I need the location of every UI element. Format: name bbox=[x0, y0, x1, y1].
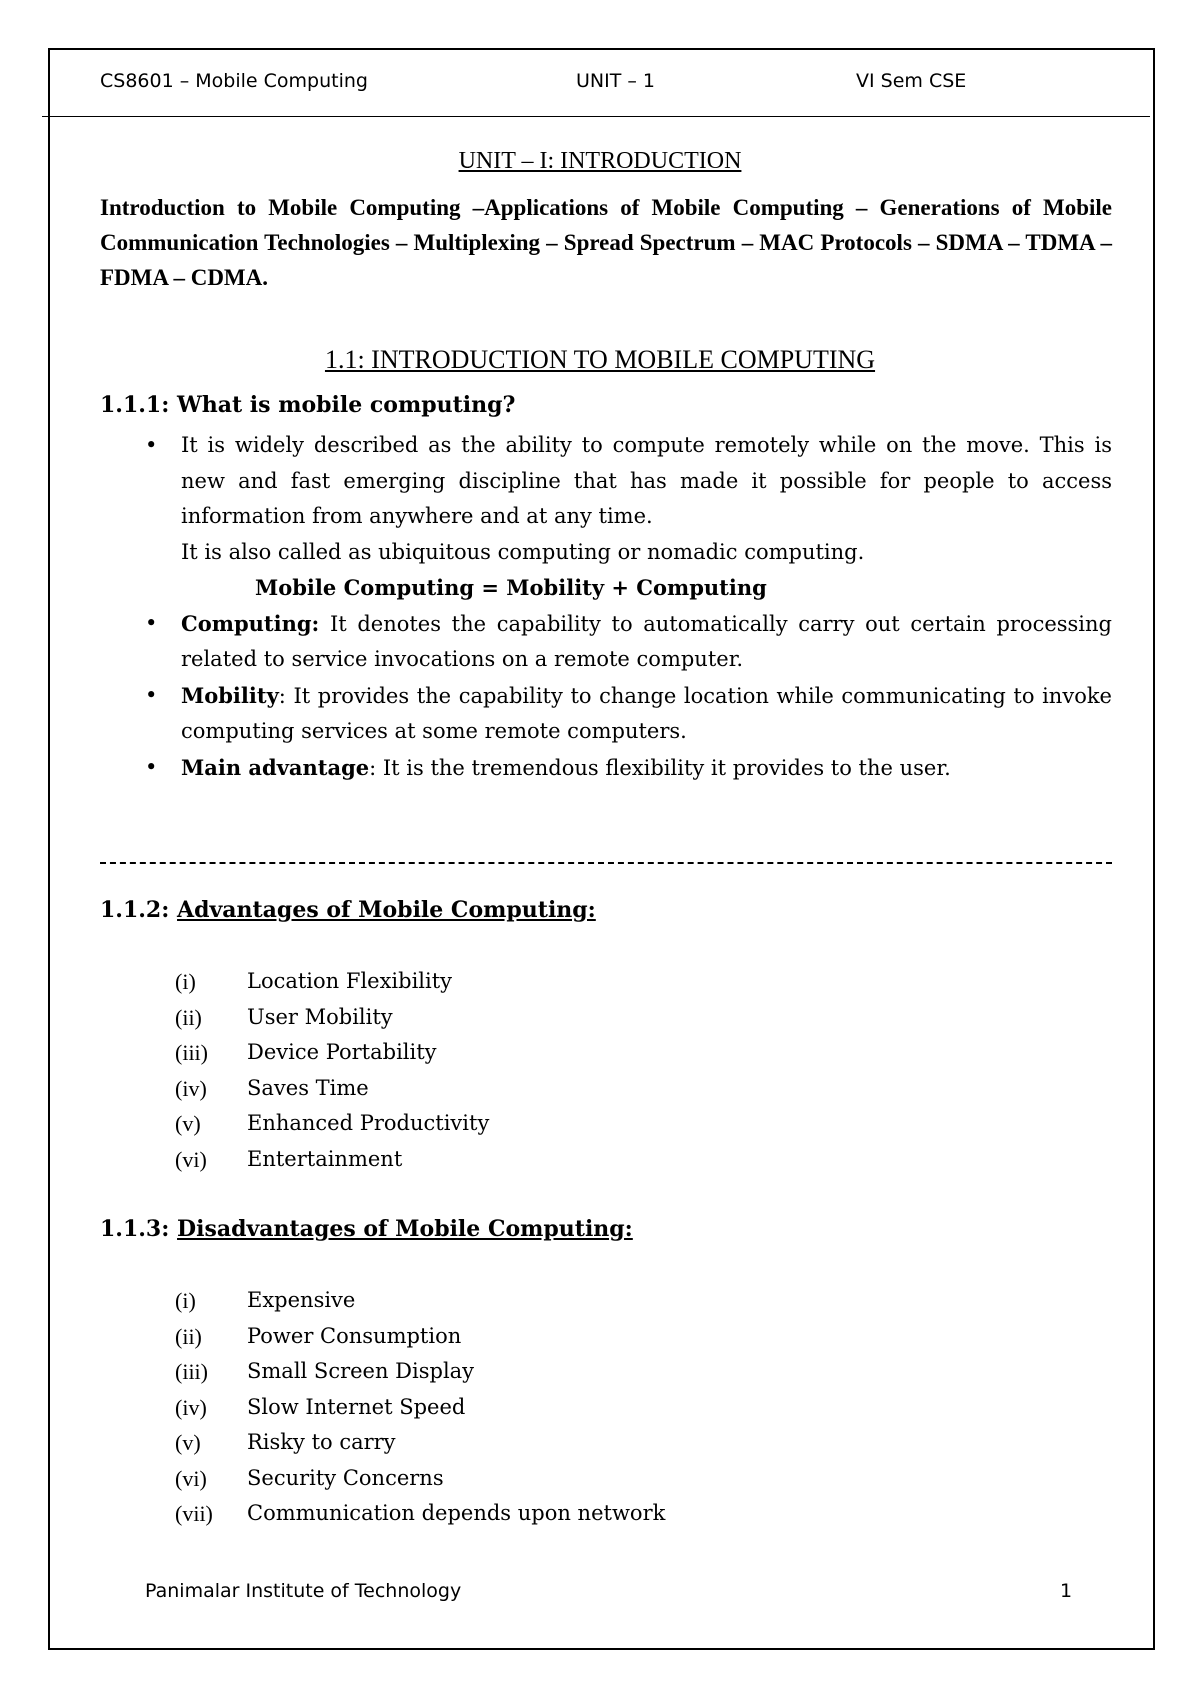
item-text: Communication depends upon network bbox=[247, 1501, 666, 1525]
item-number: (ii) bbox=[175, 1004, 202, 1030]
list-item bbox=[175, 964, 489, 1000]
bullet-text: : It provides the capability to change location while communicating to invoke computing services at some remote computers. bbox=[181, 683, 1112, 743]
header-rule bbox=[42, 116, 1150, 117]
term-main-advantage: Main advantage bbox=[181, 754, 370, 780]
item-number: (vi) bbox=[175, 1146, 207, 1172]
bullet-text: It is widely described as the ability to compute remotely while on the move. This is new and fast emerging discipline that has made it possible for people to access information from anywhere and at any time. bbox=[181, 433, 1112, 528]
term-computing: Computing: bbox=[181, 610, 320, 636]
footer-institute: Panimalar Institute of Technology bbox=[145, 1580, 462, 1602]
item-number: (v) bbox=[175, 1111, 201, 1136]
list-item bbox=[175, 1390, 665, 1426]
list-item bbox=[175, 1496, 665, 1532]
bullet-marker: • bbox=[145, 433, 158, 457]
header-semester: VI Sem CSE bbox=[856, 70, 967, 92]
unit-title: UNIT – I: INTRODUCTION bbox=[458, 148, 742, 174]
page-number: 1 bbox=[1060, 1580, 1073, 1602]
item-text: Slow Internet Speed bbox=[247, 1394, 466, 1419]
term-mobility: Mobility bbox=[181, 682, 279, 708]
bullet-text: : It is the tremendous flexibility it provides to the user. bbox=[369, 755, 951, 780]
header-course: CS8601 – Mobile Computing bbox=[100, 70, 368, 92]
heading-number: 1.1.2: bbox=[100, 897, 178, 923]
subsection-heading-1-1-2 bbox=[100, 897, 596, 923]
dashed-divider bbox=[100, 862, 1112, 864]
item-text: Security Concerns bbox=[247, 1465, 444, 1490]
item-number: (vii) bbox=[175, 1501, 213, 1526]
item-number: (ii) bbox=[175, 1323, 202, 1349]
bullet-marker: • bbox=[145, 754, 158, 779]
bullet-marker: • bbox=[145, 682, 158, 707]
list-item bbox=[175, 1106, 489, 1142]
disadvantages-list bbox=[175, 1283, 665, 1532]
item-number: (iii) bbox=[175, 1040, 208, 1065]
list-item bbox=[145, 428, 1112, 535]
list-item bbox=[175, 1035, 489, 1071]
bullet-marker: • bbox=[145, 610, 158, 635]
list-item bbox=[145, 678, 1112, 750]
item-text: Small Screen Display bbox=[247, 1359, 475, 1383]
list-item bbox=[175, 1142, 489, 1178]
bullet-text: It denotes the capability to automatically carry out certain processing related to service invocations on a remote computer. bbox=[181, 611, 1112, 671]
list-item bbox=[175, 1425, 665, 1461]
syllabus-paragraph: Introduction to Mobile Computing –Applications of Mobile Computing – Generations of Mobile Communication Technologies – Multiplexing – Spread Spectrum – MAC Protocols – SDMA – TDMA – FDMA – CDMA. bbox=[100, 195, 1112, 290]
subsection-heading-1-1-1: 1.1.1: What is mobile computing? bbox=[100, 392, 516, 418]
item-number: (v) bbox=[175, 1430, 201, 1455]
list-item bbox=[145, 750, 1112, 787]
item-text: Enhanced Productivity bbox=[247, 1111, 490, 1135]
list-item bbox=[175, 1319, 665, 1355]
item-text: Risky to carry bbox=[247, 1430, 396, 1454]
item-number: (iii) bbox=[175, 1359, 208, 1384]
item-number: (vi) bbox=[175, 1465, 207, 1491]
header-unit: UNIT – 1 bbox=[576, 70, 655, 92]
item-number: (iv) bbox=[175, 1394, 207, 1420]
list-item bbox=[175, 1354, 665, 1390]
item-text: Saves Time bbox=[247, 1075, 369, 1100]
section-title: 1.1: INTRODUCTION TO MOBILE COMPUTING bbox=[324, 345, 876, 374]
list-item bbox=[175, 1461, 665, 1497]
item-text: Entertainment bbox=[247, 1146, 403, 1171]
item-text: Expensive bbox=[247, 1288, 356, 1312]
advantages-list bbox=[175, 964, 489, 1177]
item-text: Power Consumption bbox=[247, 1323, 462, 1348]
bullet-continuation: It is also called as ubiquitous computing or nomadic computing. bbox=[181, 539, 865, 564]
item-text: Location Flexibility bbox=[247, 969, 453, 993]
list-item bbox=[175, 1283, 665, 1319]
item-number: (iv) bbox=[175, 1075, 207, 1101]
list-item bbox=[175, 1071, 489, 1107]
item-text: User Mobility bbox=[247, 1004, 393, 1029]
heading-title: Disadvantages of Mobile Computing: bbox=[177, 1216, 633, 1242]
heading-title: Advantages of Mobile Computing: bbox=[177, 897, 596, 923]
item-number: (i) bbox=[175, 969, 196, 994]
mobile-computing-bullets bbox=[145, 428, 1112, 786]
item-text: Device Portability bbox=[247, 1040, 437, 1064]
list-item bbox=[145, 606, 1112, 678]
item-number: (i) bbox=[175, 1288, 196, 1313]
heading-number: 1.1.3: bbox=[100, 1216, 178, 1242]
list-item bbox=[175, 1000, 489, 1036]
subsection-heading-1-1-3 bbox=[100, 1216, 633, 1242]
formula: Mobile Computing = Mobility + Computing bbox=[255, 575, 767, 600]
